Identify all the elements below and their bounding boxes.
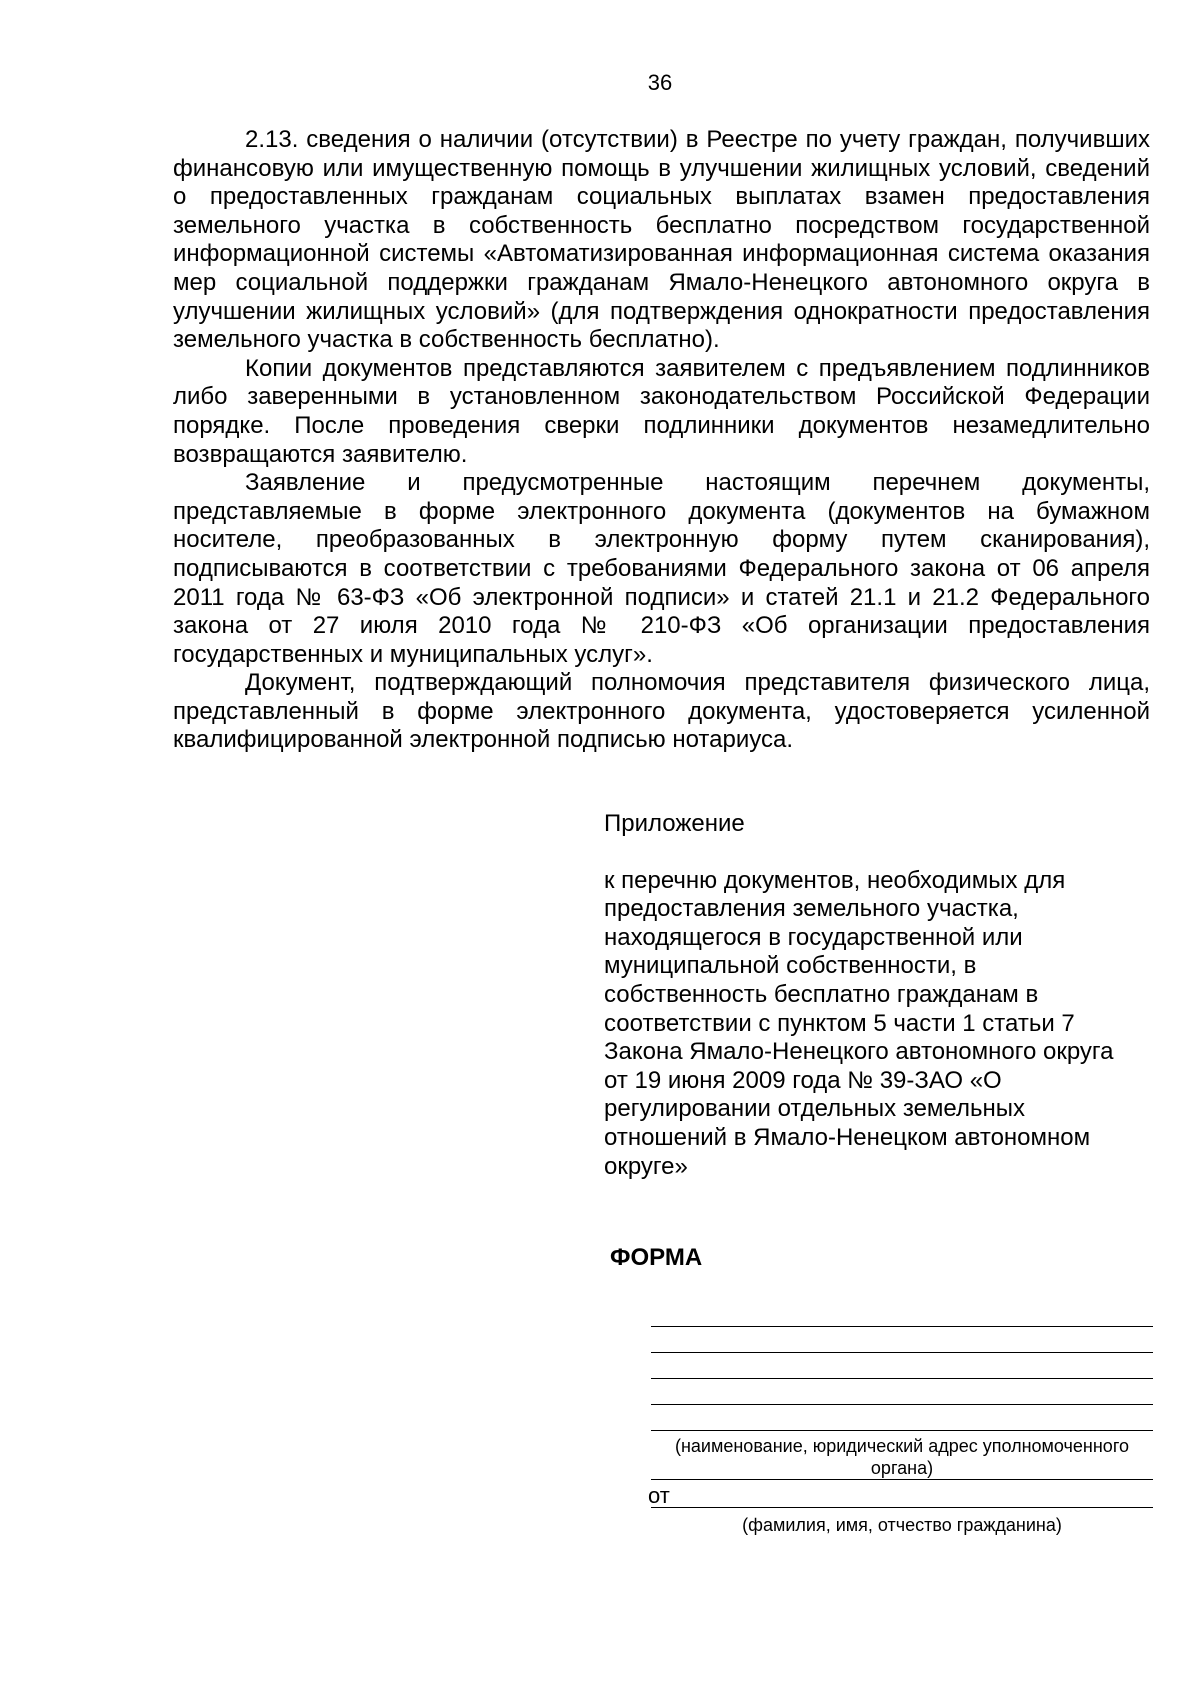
form-header-block	[648, 1326, 1153, 1536]
appendix-title: Приложение	[604, 810, 745, 837]
paragraph-electronic-documents: Заявление и предусмотренные настоящим перечнем документы, представляемые в форме электронного документа (документов на бумажном носителе, преобразованных в электронную форму путем сканирования), подписываются в соответствии с требованиями Федерального закона от 06 апреля 2011 года № 63-ФЗ «Об электронной подписи» и статей 21.1 и 21.2 Федерального закона от 27 июля 2010 года № 210-ФЗ «Об организации предоставления государственных и муниципальных услуг».	[173, 469, 1150, 668]
from-row	[648, 1479, 1153, 1508]
appendix-block	[604, 810, 1124, 1181]
paragraph-2-13: 2.13. сведения о наличии (отсутствии) в Реестре по учету граждан, получивших финансовую или имущественную помощь в улучшении жилищных условий, сведений о предоставленных гражданам социальных выплатах взамен предоставления земельного участка в собственность бесплатно посредством государственной информационной системы «Автоматизированная информационная система оказания мер социальной поддержки гражданам Ямало-Ненецкого автономного округа в улучшении жилищных условий» (для подтверждения однократности предоставления земельного участка в собственность бесплатно).	[173, 126, 1150, 354]
authority-blank-line[interactable]	[651, 1404, 1153, 1405]
paragraph-representative-authority: Документ, подтверждающий полномочия представителя физического лица, представленный в форме электронного документа, удостоверяется усиленной квалифицированной электронной подписью нотариуса.	[173, 669, 1150, 754]
from-label: от	[648, 1483, 670, 1508]
authority-blank-line[interactable]	[651, 1378, 1153, 1379]
page-number: 36	[647, 70, 673, 95]
main-text	[173, 126, 1150, 755]
form-heading: ФОРМА	[610, 1244, 703, 1271]
paragraph-copies: Копии документов представляются заявителем с предъявлением подлинников либо заверенными в установленном законодательством Российской Федерации порядке. После проведения сверки подлинники документов незамедлительно возвращаются заявителю.	[173, 354, 1150, 468]
authority-blank-line[interactable]	[651, 1326, 1153, 1327]
authority-caption: (наименование, юридический адрес уполномоченного органа)	[674, 1436, 1130, 1478]
citizen-blank-line[interactable]	[651, 1507, 1153, 1508]
caption-underline	[651, 1479, 1153, 1480]
authority-blank-line[interactable]	[651, 1430, 1153, 1431]
citizen-caption: (фамилия, имя, отчество гражданина)	[742, 1515, 1062, 1535]
authority-blank-line[interactable]	[651, 1352, 1153, 1353]
appendix-description: к перечню документов, необходимых для предоставления земельного участка, находящегося в государственной или муниципальной собственности, в собственность бесплатно гражданам в соответствии с пунктом 5 части 1 статьи 7 Закона Ямало-Ненецкого автономного округа от 19 июня 2009 года № 39-ЗАО «О регулировании отдельных земельных отношений в Ямало-Ненецком автономном округе»	[604, 866, 1114, 1180]
